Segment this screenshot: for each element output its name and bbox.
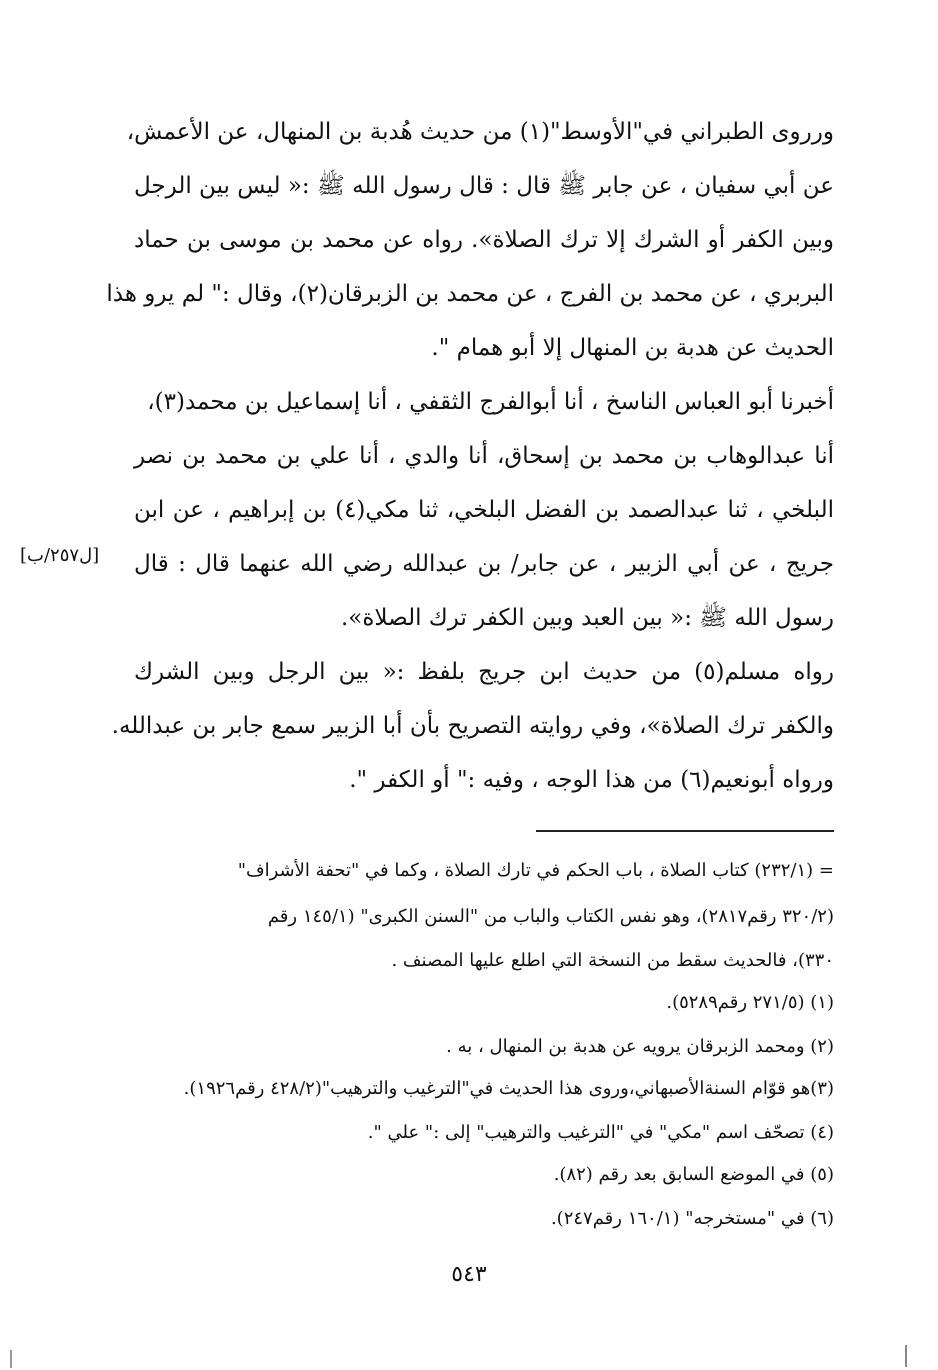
body-line: ورواه أبونعيم(٦) من هذا الوجه ، وفيه :" أو الكفر ". xyxy=(349,767,834,793)
page-number: ٥٤٣ xyxy=(451,1262,487,1287)
body-line: عن أبي سفيان ، عن جابر ﷺ قال : قال رسول الله ﷺ :« ليس بين الرجل xyxy=(134,173,834,199)
body-line: البربري ، عن محمد بن الفرج ، عن محمد بن الزبرقان(٢)، وقال :" لم يرو هذا xyxy=(106,281,834,307)
scan-mark xyxy=(10,1350,12,1368)
footnote-line: (٣٢٠/٢ رقم٢٨١٧)، وهو نفس الكتاب والباب من "السنن الكبرى" (١٤٥/١ رقم xyxy=(267,906,834,927)
footnote-line: = (٢٣٢/١) كتاب الصلاة ، باب الحكم في تارك الصلاة ، وكما في "تحفة الأشراف" xyxy=(237,860,834,881)
footnote-line: (٣)هو قوّام السنةالأصبهاني،وروى هذا الحديث في"الترغيب والترهيب"(٤٢٨/٢ رقم١٩٢٦). xyxy=(183,1078,834,1099)
body-line: رسول الله ﷺ :« بين العبد وبين الكفر ترك الصلاة». xyxy=(340,605,834,631)
body-line: أنا عبدالوهاب بن محمد بن إسحاق، أنا والدي ، أنا علي بن محمد بن نصر xyxy=(134,443,834,469)
footnote-line: (١) (٢٧١/٥ رقم٥٢٨٩). xyxy=(666,992,834,1013)
footnote-line: (٢) ومحمد الزبرقان يرويه عن هدبة بن المنهال ، به . xyxy=(446,1036,834,1057)
footnote-separator xyxy=(536,830,834,832)
footnote-line: (٤) تصحّف اسم "مكي" في "الترغيب والترهيب" إلى :" علي ". xyxy=(367,1122,834,1143)
body-line: جريج ، عن أبي الزبير ، عن جابر/ بن عبدالله رضي الله عنهما قال : قال xyxy=(134,551,834,577)
body-line: رواه مسلم(٥) من حديث ابن جريج بلفظ :« بين الرجل وبين الشرك xyxy=(134,659,834,685)
body-line: ورروى الطبراني في"الأوسط"(١) من حديث هُدبة بن المنهال، عن الأعمش، xyxy=(126,119,834,145)
footnote-line: (٦) في "مستخرجه" (١٦٠/١ رقم٢٤٧). xyxy=(550,1208,834,1229)
body-line: الحديث عن هدبة بن المنهال إلا أبو همام ". xyxy=(431,335,834,361)
body-line: وبين الكفر أو الشرك إلا ترك الصلاة». رواه عن محمد بن موسى بن حماد xyxy=(134,227,834,253)
body-line: البلخي ، ثنا عبدالصمد بن الفضل البلخي، ثنا مكي(٤) بن إبراهيم ، عن ابن xyxy=(134,497,834,523)
footnote-line: (٥) في الموضع السابق بعد رقم (٨٢). xyxy=(553,1164,834,1185)
body-line: أخبرنا أبو العباس الناسخ ، أنا أبوالفرج الثقفي ، أنا إسماعيل بن محمد(٣)، xyxy=(147,389,834,415)
margin-folio-note: [ل٢٥٧/ب] xyxy=(20,545,100,566)
body-line: والكفر ترك الصلاة»، وفي روايته التصريح بأن أبا الزبير سمع جابر بن عبدالله. xyxy=(111,713,834,739)
footnote-line: ٣٣٠)، فالحديث سقط من النسخة التي اطلع عليها المصنف . xyxy=(391,950,834,971)
scan-mark xyxy=(905,1345,907,1367)
